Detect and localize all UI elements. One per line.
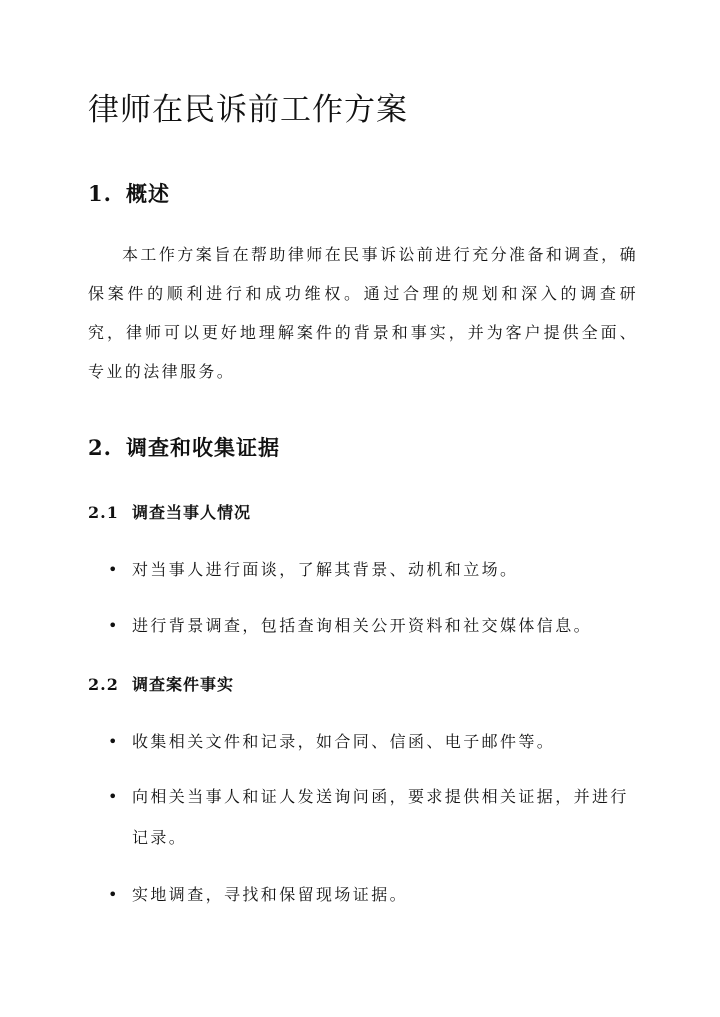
overview-paragraph: 本工作方案旨在帮助律师在民事诉讼前进行充分准备和调查，确保案件的顺利进行和成功维权。通过合理的规划和深入的调查研究，律师可以更好地理解案件的背景和事实，并为客户提供全面、专业的法律服务。 — [88, 245, 638, 381]
list-item-text: 收集相关文件和记录，如合同、信函、电子邮件等。 — [132, 732, 556, 751]
list-item — [108, 776, 632, 858]
list-item — [108, 549, 652, 590]
list-item-text: 进行背景调查，包括查询相关公开资料和社交媒体信息。 — [132, 616, 593, 635]
subsection-title: 调查当事人情况 — [132, 503, 252, 522]
bullet-icon: • — [108, 616, 120, 635]
subsection-heading-facts — [88, 672, 234, 695]
section-number: 2. — [88, 435, 112, 460]
bullet-icon: • — [108, 560, 120, 579]
bullet-icon: • — [108, 732, 120, 751]
section-heading-evidence — [88, 432, 280, 462]
subsection-number: 2.2 — [88, 675, 119, 694]
list-item — [108, 605, 652, 646]
bullet-icon: • — [108, 787, 120, 806]
bullet-icon: • — [108, 885, 120, 904]
list-item — [108, 874, 652, 915]
list-item-text: 对当事人进行面谈，了解其背景、动机和立场。 — [132, 560, 519, 579]
subsection-heading-parties — [88, 500, 251, 523]
section-heading-overview — [88, 178, 170, 208]
list-item-text: 向相关当事人和证人发送询问函，要求提供相关证据，并进行记录。 — [132, 787, 629, 847]
section-title: 概述 — [126, 181, 170, 206]
list-item-text: 实地调查，寻找和保留现场证据。 — [132, 885, 409, 904]
section-number: 1. — [88, 181, 112, 206]
subsection-number: 2.1 — [88, 503, 119, 522]
list-item — [108, 721, 652, 762]
document-title: 律师在民诉前工作方案 — [88, 92, 408, 128]
section-title: 调查和收集证据 — [126, 435, 280, 460]
subsection-title: 调查案件事实 — [132, 675, 235, 694]
